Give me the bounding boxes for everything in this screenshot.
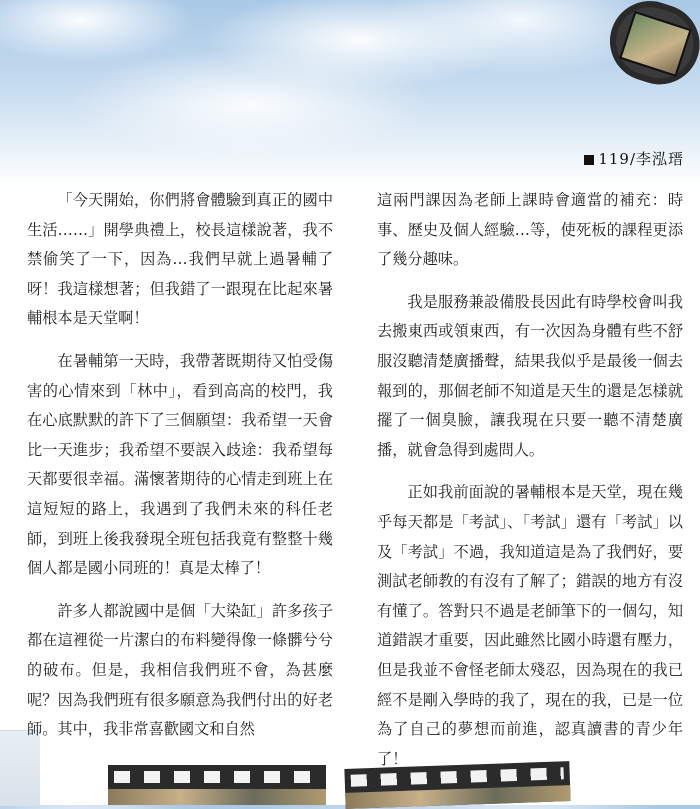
paragraph: 許多人都說國中是個「大染缸」許多孩子都在這裡從一片潔白的布料變得像一條髒兮兮的破布。但是，我相信我們班不會，為甚麼呢？因為我們班有很多願意為我們付出的好老師。其中，我非常喜歡國文和自然 bbox=[27, 601, 333, 739]
paragraph: 正如我前面說的暑輔根本是天堂，現在幾乎每天都是「考試」、「考試」還有「考試」以及「考試」不過，我知道這是為了我們好，要測試老師教的有沒有了解了；錯誤的地方有沒有懂了。答對只不過是老師筆下的一個勾，知道錯誤才重要，因此雖然比國小時還有壓力，但是我並不會怪老師太殘忍，因為現在的我已經不是剛入學時的我了，現在的我，已是一位為了自己的夢想而前進，認真讀書的青少年了！ bbox=[377, 483, 683, 768]
author-label: 119/李泓瑨 bbox=[598, 150, 684, 168]
author-byline bbox=[584, 148, 684, 169]
paragraph: 在暑輔第一天時，我帶著既期待又怕受傷害的心情來到「林中」，看到高高的校門，我在心底默默的許下了三個願望：我希望一天會比一天進步；我希望不要誤入歧途：我希望每天都要很幸福。滿懷著期待的心情走到班上在這短短的路上，我遇到了我們未來的科任老師，到班上後我發現全班包括我竟有整整十幾個人都是國小同班的！真是太棒了！ bbox=[27, 351, 333, 578]
film-strip-decoration-right bbox=[344, 761, 570, 809]
film-strip-image bbox=[345, 785, 570, 809]
film-reel-decoration bbox=[584, 0, 700, 120]
article-column-right bbox=[377, 186, 683, 787]
paragraph: 「今天開始，你們將會體驗到真正的國中生活……」開學典禮上，校長這樣說著，我不禁偷笑了一下，因為…我們早就上過暑輔了呀！我這樣想著；但我錯了一跟現在比起來暑輔根本是天堂啊！ bbox=[27, 191, 333, 328]
paragraph: 我是服務兼設備股長因此有時學校會叫我去搬東西或領東西，有一次因為身體有些不舒服沒聽清楚廣播聲，結果我似乎是最後一個去報到的，那個老師不知道是天生的還是怎樣就擺了一個臭臉，讓我現在只要一聽不清楚廣播，就會急得到處問人。 bbox=[377, 292, 683, 459]
film-strip-image bbox=[108, 789, 326, 805]
article-column-left bbox=[27, 186, 333, 758]
paragraph: 這兩門課因為老師上課時會適當的補充：時事、歷史及個人經驗…等，使死板的課程更添了幾分趣味。 bbox=[377, 191, 683, 269]
film-perforations bbox=[114, 771, 320, 783]
film-strip-decoration-left bbox=[108, 765, 326, 805]
film-perforations bbox=[351, 767, 564, 786]
square-bullet-icon bbox=[584, 155, 594, 165]
